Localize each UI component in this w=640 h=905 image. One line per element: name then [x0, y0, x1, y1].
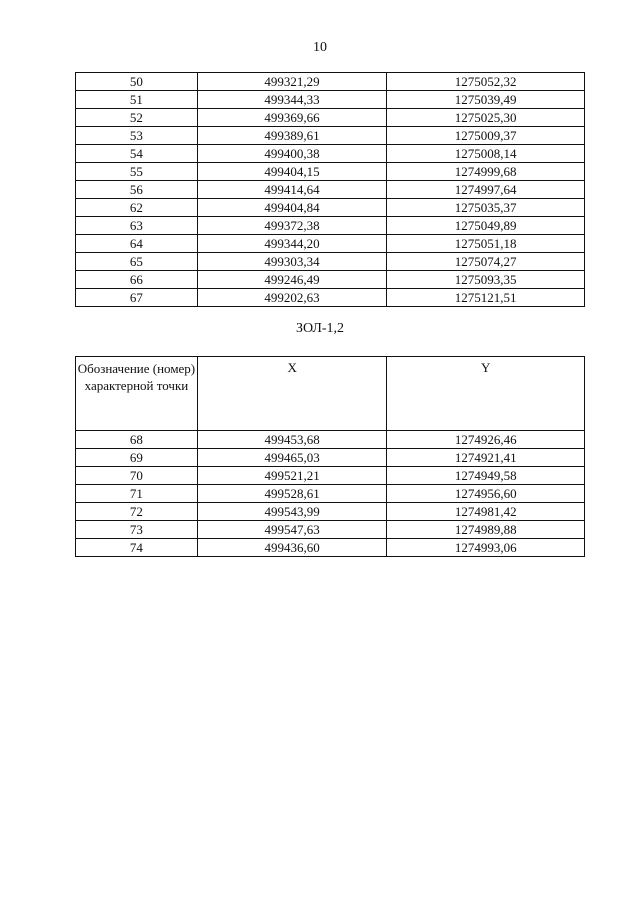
- y-coordinate-cell: 1275025,30: [387, 109, 585, 127]
- y-coordinate-cell: 1275049,89: [387, 217, 585, 235]
- x-coordinate-cell: 499372,38: [197, 217, 387, 235]
- point-number-cell: 68: [76, 431, 198, 449]
- table-row: [76, 539, 585, 557]
- table-row: [76, 109, 585, 127]
- y-coordinate-cell: 1274993,06: [387, 539, 585, 557]
- table-row: [76, 521, 585, 539]
- table-row: [76, 503, 585, 521]
- y-coordinate-cell: 1275009,37: [387, 127, 585, 145]
- header-row: [76, 357, 585, 431]
- x-coordinate-cell: 499528,61: [197, 485, 387, 503]
- table-row: [76, 235, 585, 253]
- point-number-cell: 55: [76, 163, 198, 181]
- y-coordinate-cell: 1274926,46: [387, 431, 585, 449]
- table-body: [76, 431, 585, 557]
- y-coordinate-cell: 1274997,64: [387, 181, 585, 199]
- table-row: [76, 217, 585, 235]
- x-coordinate-cell: 499344,33: [197, 91, 387, 109]
- y-coordinate-cell: 1275008,14: [387, 145, 585, 163]
- point-number-cell: 52: [76, 109, 198, 127]
- point-number-cell: 54: [76, 145, 198, 163]
- y-coordinate-cell: 1274989,88: [387, 521, 585, 539]
- y-coordinate-cell: 1275074,27: [387, 253, 585, 271]
- table-row: [76, 127, 585, 145]
- y-coordinate-cell: 1275093,35: [387, 271, 585, 289]
- point-number-cell: 65: [76, 253, 198, 271]
- x-coordinate-cell: 499543,99: [197, 503, 387, 521]
- y-coordinate-cell: 1274949,58: [387, 467, 585, 485]
- x-coordinate-cell: 499369,66: [197, 109, 387, 127]
- x-coordinate-cell: 499202,63: [197, 289, 387, 307]
- table-row: [76, 271, 585, 289]
- table-row: [76, 485, 585, 503]
- point-number-cell: 53: [76, 127, 198, 145]
- point-number-cell: 69: [76, 449, 198, 467]
- point-number-cell: 74: [76, 539, 198, 557]
- x-coordinate-cell: 499303,34: [197, 253, 387, 271]
- table-row: [76, 199, 585, 217]
- y-coordinate-cell: 1275039,49: [387, 91, 585, 109]
- point-number-cell: 62: [76, 199, 198, 217]
- point-number-cell: 50: [76, 73, 198, 91]
- header-x: X: [197, 357, 387, 431]
- point-number-cell: 64: [76, 235, 198, 253]
- x-coordinate-cell: 499453,68: [197, 431, 387, 449]
- y-coordinate-cell: 1275121,51: [387, 289, 585, 307]
- x-coordinate-cell: 499246,49: [197, 271, 387, 289]
- y-coordinate-cell: 1275052,32: [387, 73, 585, 91]
- y-coordinate-cell: 1274921,41: [387, 449, 585, 467]
- table-row: [76, 431, 585, 449]
- point-number-cell: 73: [76, 521, 198, 539]
- table-body: [76, 73, 585, 307]
- x-coordinate-cell: 499389,61: [197, 127, 387, 145]
- table-row: [76, 163, 585, 181]
- x-coordinate-cell: 499344,20: [197, 235, 387, 253]
- x-coordinate-cell: 499547,63: [197, 521, 387, 539]
- y-coordinate-cell: 1275051,18: [387, 235, 585, 253]
- point-number-cell: 72: [76, 503, 198, 521]
- header-point-designation: Обозначение (номер) характерной точки: [76, 357, 198, 431]
- point-number-cell: 63: [76, 217, 198, 235]
- x-coordinate-cell: 499465,03: [197, 449, 387, 467]
- point-number-cell: 67: [76, 289, 198, 307]
- x-coordinate-cell: 499400,38: [197, 145, 387, 163]
- x-coordinate-cell: 499404,84: [197, 199, 387, 217]
- table-row: [76, 289, 585, 307]
- x-coordinate-cell: 499414,64: [197, 181, 387, 199]
- table-row: [76, 73, 585, 91]
- point-number-cell: 56: [76, 181, 198, 199]
- y-coordinate-cell: 1274956,60: [387, 485, 585, 503]
- x-coordinate-cell: 499436,60: [197, 539, 387, 557]
- section-title: ЗОЛ-1,2: [295, 321, 345, 336]
- x-coordinate-cell: 499521,21: [197, 467, 387, 485]
- x-coordinate-cell: 499321,29: [197, 73, 387, 91]
- table-row: [76, 91, 585, 109]
- point-number-cell: 70: [76, 467, 198, 485]
- point-number-cell: 66: [76, 271, 198, 289]
- coordinates-table-continued: [75, 72, 585, 307]
- page-number: 10: [313, 40, 327, 55]
- header-y: Y: [387, 357, 585, 431]
- table-row: [76, 467, 585, 485]
- y-coordinate-cell: 1275035,37: [387, 199, 585, 217]
- point-number-cell: 71: [76, 485, 198, 503]
- coordinates-table-zol: [75, 356, 585, 557]
- y-coordinate-cell: 1274981,42: [387, 503, 585, 521]
- point-number-cell: 51: [76, 91, 198, 109]
- table-row: [76, 145, 585, 163]
- table-row: [76, 253, 585, 271]
- y-coordinate-cell: 1274999,68: [387, 163, 585, 181]
- table-row: [76, 449, 585, 467]
- table-row: [76, 181, 585, 199]
- x-coordinate-cell: 499404,15: [197, 163, 387, 181]
